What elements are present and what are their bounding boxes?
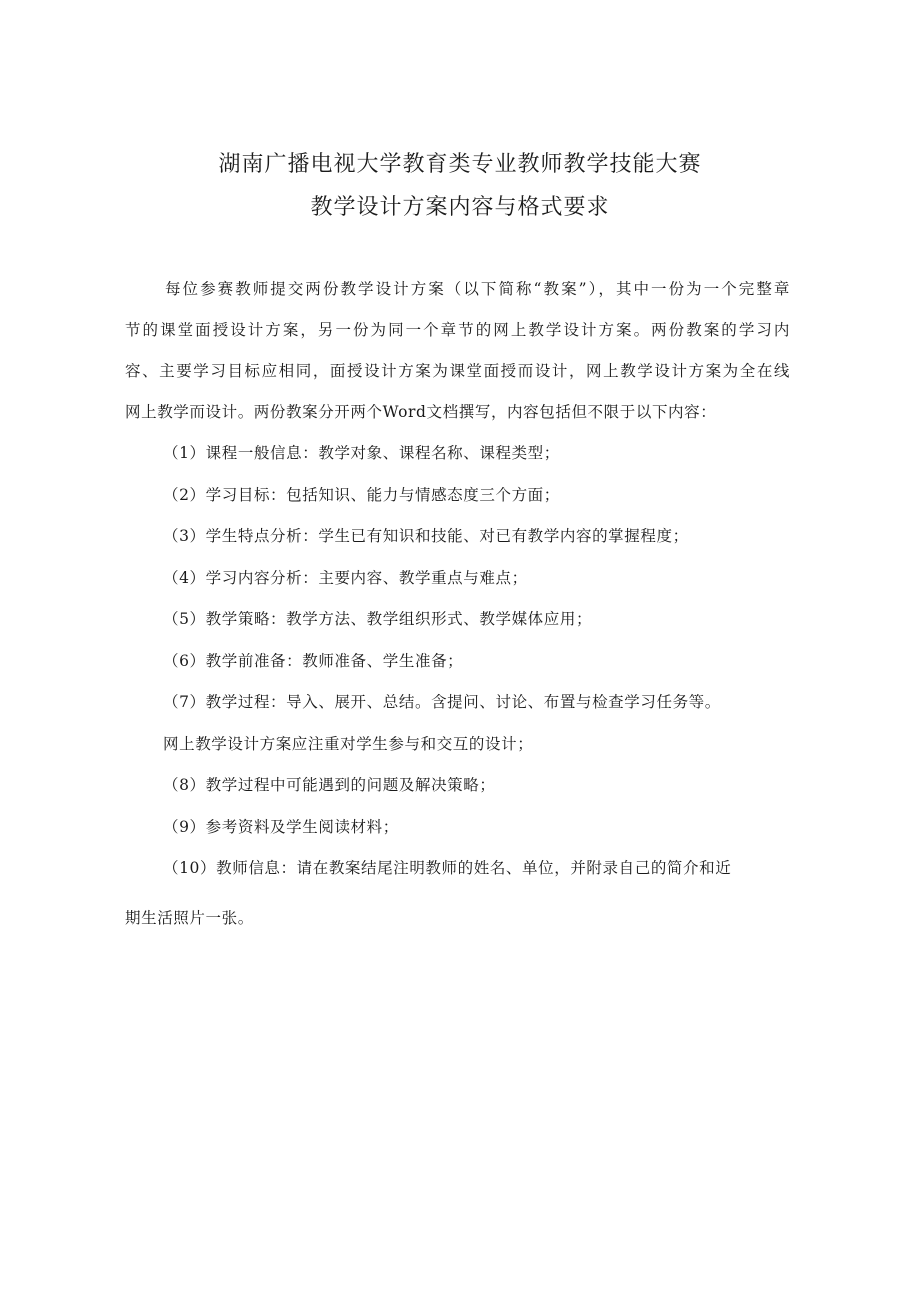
intro-line-1: 每位参赛教师提交两份教学设计方案（以下简称“教案”），其中一份为一个完整章 (165, 280, 790, 298)
list-item-4: （4）学习内容分析：主要内容、教学重点与难点； (163, 569, 528, 587)
list-item-7-continuation: 网上教学设计方案应注重对学生参与和交互的设计； (163, 735, 534, 753)
list-item-1: （1）课程一般信息：教学对象、课程名称、课程类型； (163, 444, 560, 462)
document-title-line-2: 教学设计方案内容与格式要求 (310, 195, 610, 220)
list-item-10-continuation: 期生活照片一张。 (125, 909, 254, 927)
list-item-10: （10）教师信息：请在教案结尾注明教师的姓名、单位，并附录自己的简介和近 (163, 859, 732, 877)
list-item-5: （5）教学策略：教学方法、教学组织形式、教学媒体应用； (163, 610, 593, 628)
list-item-3: （3）学生特点分析：学生已有知识和技能、对已有教学内容的掌握程度； (163, 527, 689, 545)
document-title-line-1: 湖南广播电视大学教育类专业教师教学技能大赛 (218, 152, 702, 177)
list-item-7: （7）教学过程：导入、展开、总结。含提问、讨论、布置与检查学习任务等。 (163, 693, 721, 711)
list-item-6: （6）教学前准备：教师准备、学生准备； (163, 652, 464, 670)
intro-line-3: 容、主要学习目标应相同，面授设计方案为课堂面授而设计，网上教学设计方案为全在线 (125, 362, 790, 380)
list-item-9: （9）参考资料及学生阅读材料； (163, 818, 399, 836)
list-item-8: （8）教学过程中可能遇到的问题及解决策略； (163, 776, 496, 794)
list-item-2: （2）学习目标：包括知识、能力与情感态度三个方面； (163, 486, 560, 504)
intro-line-4: 网上教学而设计。两份教案分开两个Word文档撰写，内容包括但不限于以下内容： (125, 403, 717, 421)
intro-line-2: 节的课堂面授设计方案，另一份为同一个章节的网上教学设计方案。两份教案的学习内 (125, 321, 790, 339)
